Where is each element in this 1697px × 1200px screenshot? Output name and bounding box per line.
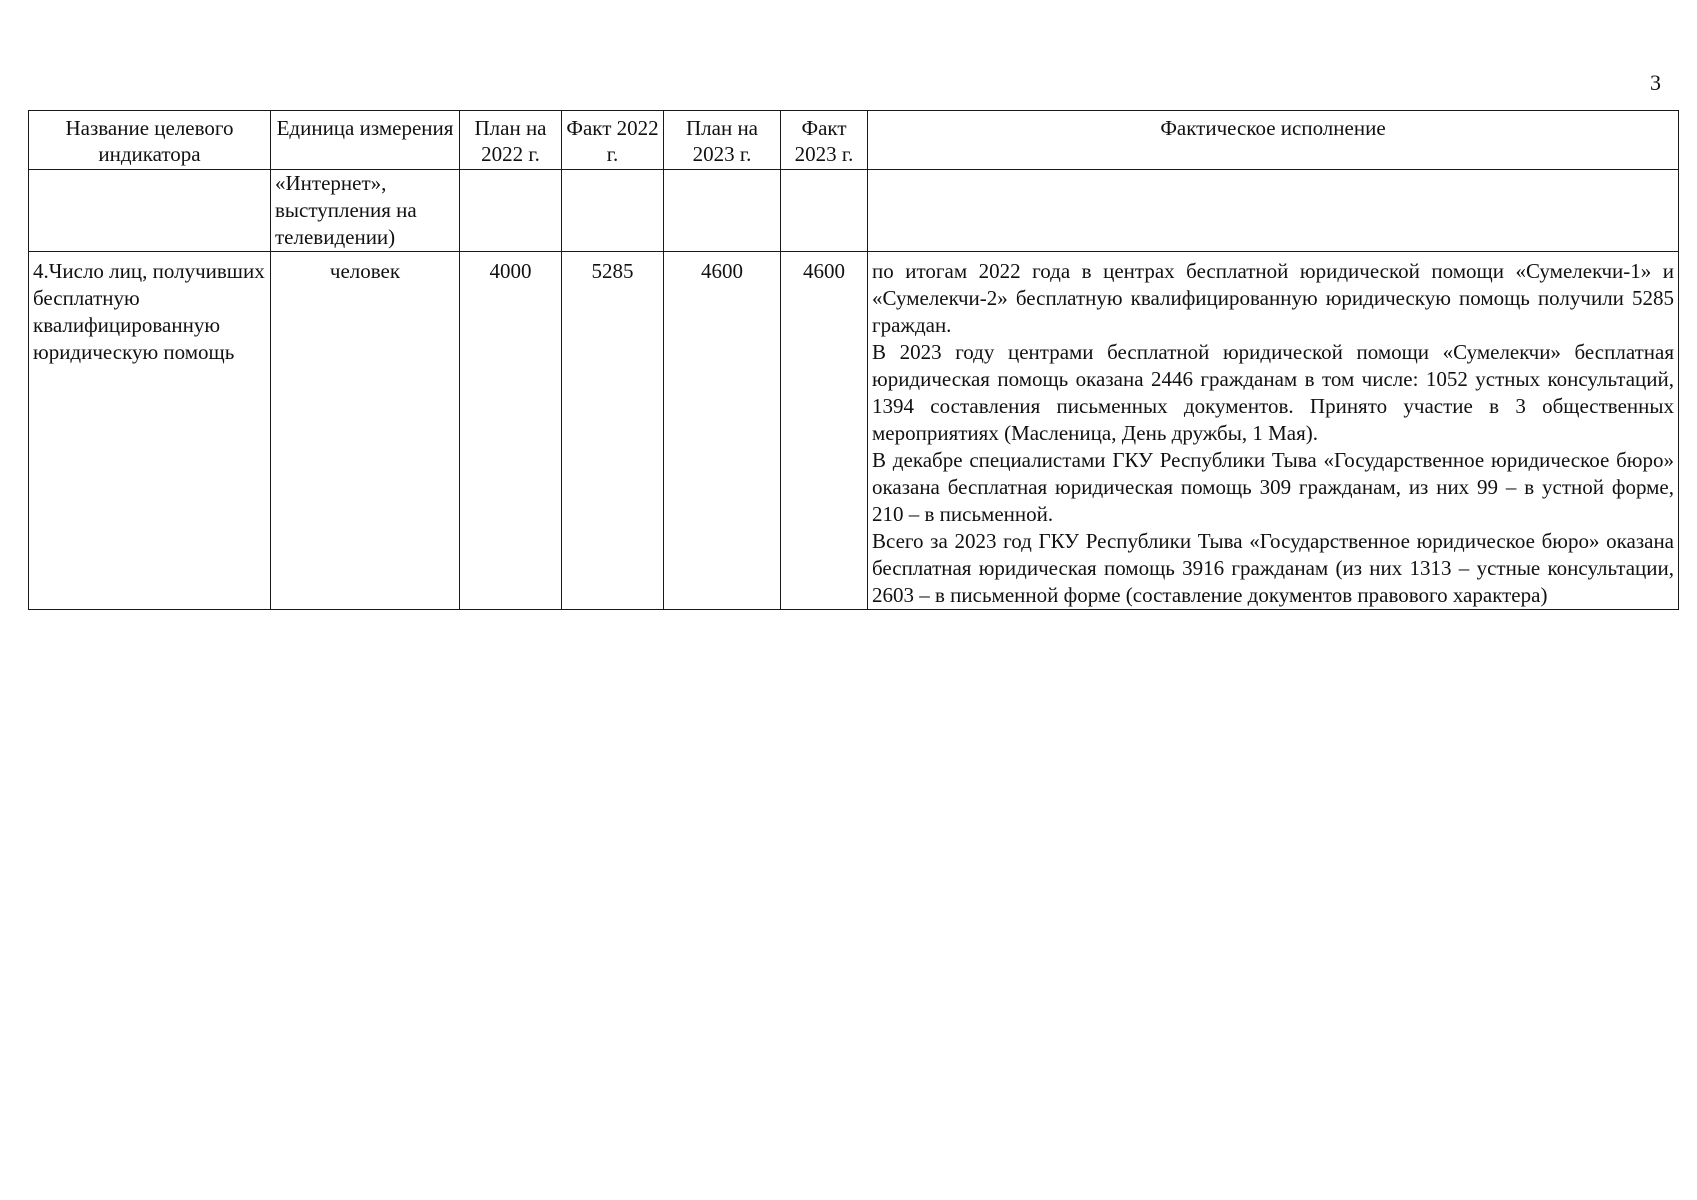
cell-execution: [868, 170, 1679, 252]
cell-unit: «Интернет», выступления на телевидении): [271, 170, 460, 252]
header-indicator-name: Название целевого индикатора: [29, 111, 271, 170]
cell-fact-2023: 4600: [781, 252, 868, 610]
cell-indicator: [29, 170, 271, 252]
indicators-table: [28, 110, 1679, 610]
header-plan-2022: План на 2022 г.: [460, 111, 562, 170]
cell-fact-2022: 5285: [562, 252, 664, 610]
header-fact-2023: Факт 2023 г.: [781, 111, 868, 170]
table-row: [29, 252, 1679, 610]
page-number: 3: [1650, 70, 1661, 95]
cell-execution: [868, 252, 1679, 610]
table-header-row: [29, 111, 1679, 170]
header-actual-execution: Фактическое исполнение: [868, 111, 1679, 170]
cell-fact-2023: [781, 170, 868, 252]
cell-plan-2023: [664, 170, 781, 252]
execution-paragraph: по итогам 2022 года в центрах бесплатной юридической помощи «Сумелекчи-1» и «Сумелекчи-2» бесплатную квалифицированную юридическую помощь получили 5285 граждан.: [872, 259, 1674, 337]
cell-plan-2022: [460, 170, 562, 252]
header-fact-2022: Факт 2022 г.: [562, 111, 664, 170]
cell-unit: человек: [271, 252, 460, 610]
cell-indicator: 4.Число лиц, получивших бесплатную квалифицированную юридическую помощь: [29, 252, 271, 610]
header-plan-2023: План на 2023 г.: [664, 111, 781, 170]
cell-fact-2022: [562, 170, 664, 252]
cell-plan-2022: 4000: [460, 252, 562, 610]
execution-paragraph: Всего за 2023 год ГКУ Республики Тыва «Государственное юридическое бюро» оказана бесплатная юридическая помощь 3916 гражданам (из них 1313 – устные консультации, 2603 – в письменной форме (составление документов правового характера): [872, 529, 1674, 607]
cell-plan-2023: 4600: [664, 252, 781, 610]
table-row: [29, 170, 1679, 252]
execution-paragraph: В декабре специалистами ГКУ Республики Тыва «Государственное юридическое бюро» оказана бесплатная юридическая помощь 309 гражданам, из них 99 – в устной форме, 210 – в письменной.: [872, 448, 1674, 526]
header-unit: Единица измерения: [271, 111, 460, 170]
execution-paragraph: В 2023 году центрами бесплатной юридической помощи «Сумелекчи» бесплатная юридическая помощь оказана 2446 гражданам в том числе: 1052 устных консультаций, 1394 составления письменных документов. Принято участие в 3 общественных мероприятиях (Масленица, День дружбы, 1 Мая).: [872, 340, 1674, 445]
